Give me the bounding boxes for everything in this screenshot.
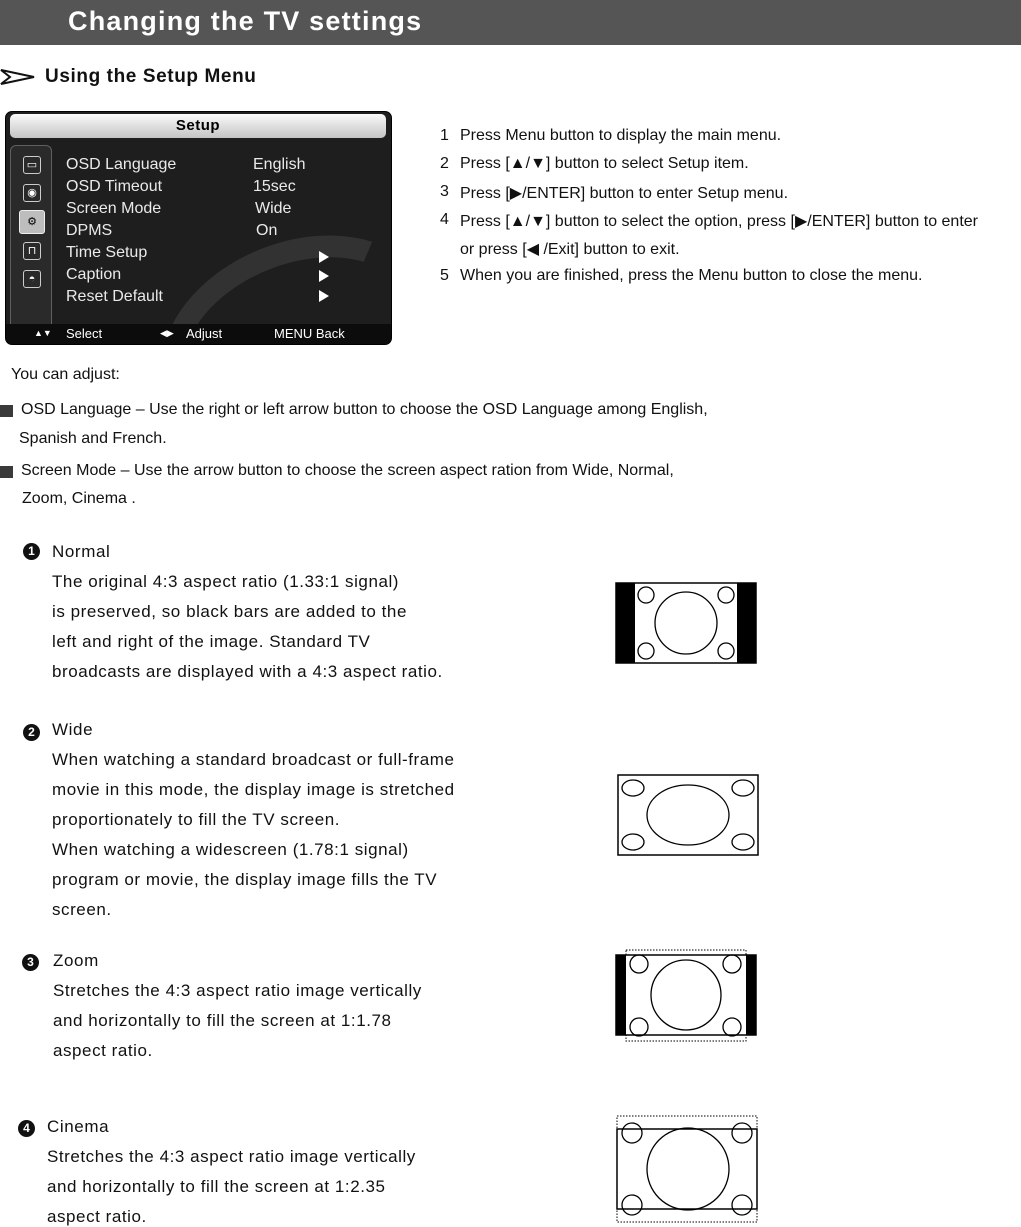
mode-text: When watching a standard broadcast or full-frame — [52, 750, 455, 769]
zoom-mode-diagram — [614, 947, 760, 1044]
mode-text: broadcasts are displayed with a 4:3 aspect ratio. — [52, 662, 443, 681]
mode-text: aspect ratio. — [53, 1041, 153, 1060]
submenu-arrow-icon — [319, 251, 329, 263]
osd-item-caption: Caption — [66, 266, 122, 283]
osd-footer — [6, 324, 391, 344]
mode-text: movie in this mode, the display image is stretched — [52, 780, 455, 799]
wide-mode-diagram — [616, 773, 760, 857]
mode-text: left and right of the image. Standard TV — [52, 632, 371, 651]
mode-text: screen. — [52, 900, 112, 919]
mode-text: and horizontally to fill the screen at 1:2.35 — [47, 1177, 386, 1196]
submenu-arrow-icon — [319, 270, 329, 282]
arrow-pointer-icon — [0, 67, 36, 87]
osd-item-osd-language: OSD Language — [66, 156, 177, 173]
mode-text: proportionately to fill the TV screen. — [52, 810, 341, 829]
mode-text: is preserved, so black bars are added to the — [52, 602, 407, 621]
osd-value-dpms: On — [256, 222, 278, 239]
bullet-square-icon — [0, 405, 13, 417]
setup-menu-screen — [5, 111, 392, 345]
mode-title-cinema: Cinema — [47, 1117, 110, 1136]
osd-item-time-setup: Time Setup — [66, 244, 148, 261]
bullet-square-icon — [0, 466, 13, 478]
osd-footer-adjust: Adjust — [186, 326, 223, 341]
submenu-arrow-icon — [319, 290, 329, 302]
adjust-intro: You can adjust: — [11, 366, 120, 383]
mode-text: aspect ratio. — [47, 1207, 147, 1226]
audio-icon: ◉ — [23, 184, 41, 202]
mode-text: The original 4:3 aspect ratio (1.33:1 signal) — [52, 572, 399, 591]
mode-text: Stretches the 4:3 aspect ratio image vertically — [53, 981, 422, 1000]
background-swirl — [128, 196, 392, 345]
normal-mode-diagram — [614, 581, 758, 665]
osd-value-screen-mode: Wide — [255, 200, 292, 217]
osd-value-osd-timeout: 15sec — [253, 178, 296, 195]
up-down-arrows-icon: ▲▼ — [34, 328, 52, 338]
section-title: Using the Setup Menu — [45, 66, 257, 87]
osd-item-screen-mode: Screen Mode — [66, 200, 162, 217]
page-title: Changing the TV settings — [68, 6, 423, 36]
bullet-osd-language-line2: Spanish and French. — [19, 430, 167, 447]
mode-title-zoom: Zoom — [53, 951, 99, 970]
number-badge: 1 — [23, 543, 40, 560]
osd-footer-select: Select — [66, 326, 103, 341]
mode-title-wide: Wide — [52, 720, 94, 739]
mode-text: When watching a widescreen (1.78:1 signal) — [52, 840, 409, 859]
bullet-screen-mode-line2: Zoom, Cinema . — [22, 490, 136, 507]
number-badge: 3 — [22, 954, 39, 971]
number-badge: 2 — [23, 724, 40, 741]
lock-icon: ⊓ — [23, 242, 41, 260]
mode-title-normal: Normal — [52, 542, 111, 561]
osd-value-osd-language: English — [253, 156, 306, 173]
number-badge: 4 — [18, 1120, 35, 1137]
mode-text: program or movie, the display image fills the TV — [52, 870, 438, 889]
bullet-osd-language-line1: OSD Language – Use the right or left arrow button to choose the OSD Language among English, — [21, 401, 708, 418]
cinema-mode-diagram — [614, 1113, 760, 1225]
osd-footer-back: MENU Back — [274, 326, 345, 341]
mode-text: Stretches the 4:3 aspect ratio image vertically — [47, 1147, 416, 1166]
osd-title: Setup — [10, 114, 386, 138]
dish-icon: ◓ — [23, 270, 41, 288]
mode-text: and horizontally to fill the screen at 1:1.78 — [53, 1011, 392, 1030]
tv-icon: ▭ — [23, 156, 41, 174]
setup-icon: ⚙ — [19, 210, 45, 234]
osd-item-reset-default: Reset Default — [66, 288, 163, 305]
osd-sidebar — [10, 145, 52, 331]
osd-item-dpms: DPMS — [66, 222, 113, 239]
bullet-screen-mode-line1: Screen Mode – Use the arrow button to choose the screen aspect ration from Wide, Normal, — [21, 462, 674, 479]
osd-item-osd-timeout: OSD Timeout — [66, 178, 163, 195]
left-right-arrows-icon: ◀▶ — [160, 328, 174, 338]
